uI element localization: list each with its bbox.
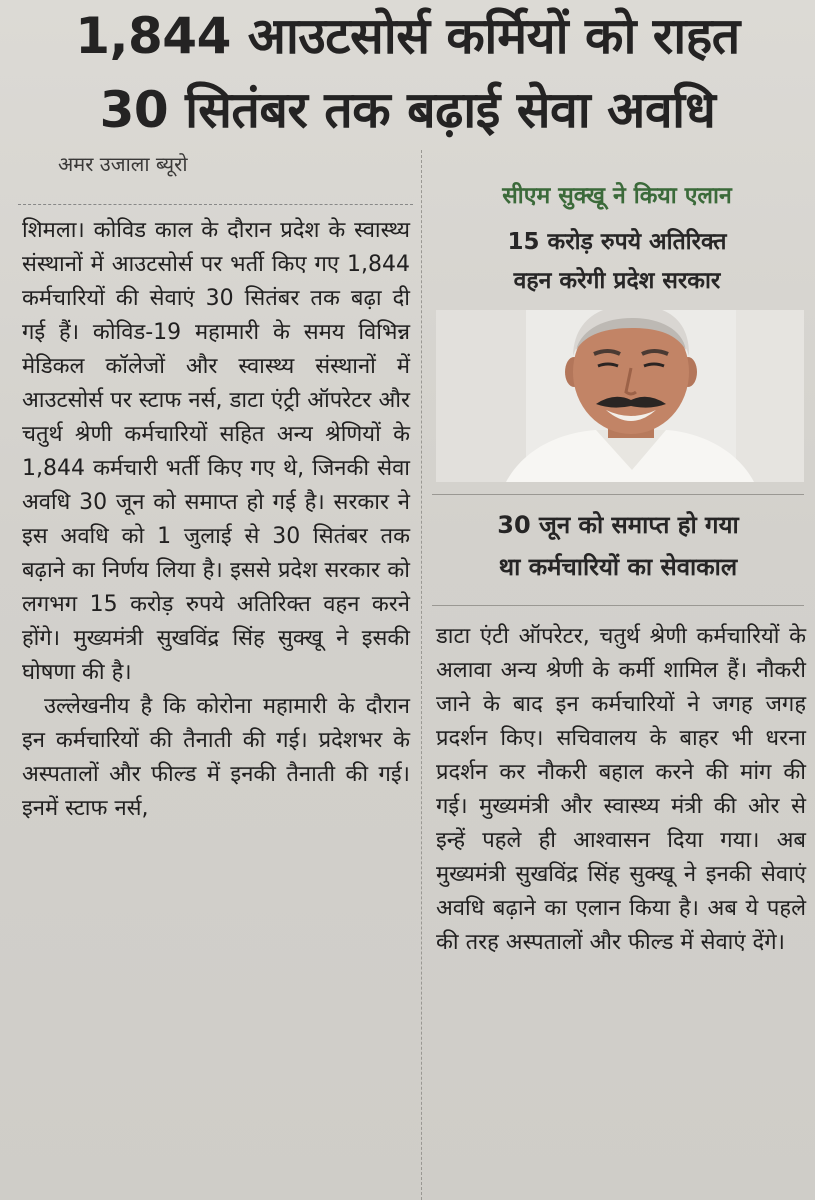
article-paragraph-1: शिमला। कोविड काल के दौरान प्रदेश के स्वास्थ्य संस्थानों में आउटसोर्स पर भर्ती किए गए 1,844 कर्मचारियों की सेवाएं 30 सितंबर तक बढ़ा दी गई हैं। कोविड-19 महामारी के समय विभिन्न मेडिकल कॉलेजों और स्वास्थ्य संस्थानों में आउटसोर्स पर स्टाफ नर्स, डाटा एंट्री ऑपरेटर और चतुर्थ श्रेणी कर्मचारियों सहित अन्य श्रेणियों के 1,844 कर्मचारी भर्ती किए गए थे, जिनकी सेवा अवधि 30 जून को समाप्त हो गई है। सरकार ने इस अवधि को 1 जुलाई से 30 सितंबर तक बढ़ाने का निर्णय लिया है। इससे प्रदेश सरकार को लगभग 15 करोड़ रुपये अतिरिक्त वहन करने होंगे। मुख्यमंत्री सुखविंद्र सिंह सुक्खू ने इसकी घोषणा की है। (22, 218, 410, 685)
left-column-article (22, 214, 410, 826)
sidebar-subhead-line-1: 15 करोड़ रुपये अतिरिक्त (507, 229, 727, 255)
right-column-article (436, 620, 806, 960)
right-article-paragraph: डाटा एंटी ऑपरेटर, चतुर्थ श्रेणी कर्मचारियों के अलावा अन्य श्रेणी के कर्मी शामिल हैं। नौकरी जाने के बाद इन कर्मचारियों ने जगह जगह प्रदर्शन किए। सचिवालय के बाहर भी धरना प्रदर्शन कर नौकरी बहाल करने की मांग की गई। मुख्यमंत्री और स्वास्थ्य मंत्री की ओर से इन्हें पहले ही आश्वासन दिया गया। अब मुख्यमंत्री सुखविंद्र सिंह सुक्खू ने इनकी सेवाएं अवधि बढ़ाने का एलान किया है। अब ये पहले की तरह अस्पतालों और फील्ड में सेवाएं देंगे। (436, 624, 806, 955)
sidebar-kicker: सीएम सुक्खू ने किया एलान (502, 183, 732, 209)
article-paragraph-2: उल्लेखनीय है कि कोरोना महामारी के दौरान इन कर्मचारियों की तैनाती की गई। प्रदेशभर के अस्पतालों और फील्ड में इनकी तैनाती की गई। इनमें स्टाफ नर्स, (22, 694, 410, 821)
byline-divider (18, 204, 413, 205)
sidebar-subhead-line-2: वहन करेगी प्रदेश सरकार (513, 268, 721, 294)
box-headline-line-2: था कर्मचारियों का सेवाकाल (498, 553, 738, 581)
chief-minister-photo (436, 310, 804, 482)
box-headline (432, 494, 804, 606)
headline-line-1: 1,844 आउटसोर्स कर्मियों को राहत (75, 7, 740, 65)
box-headline-line-1: 30 जून को समाप्त हो गया (497, 511, 739, 539)
column-divider (421, 150, 422, 1200)
headline-line-2: 30 सितंबर तक बढ़ाई सेवा अवधि (99, 81, 716, 139)
byline: अमर उजाला ब्यूरो (58, 152, 188, 176)
